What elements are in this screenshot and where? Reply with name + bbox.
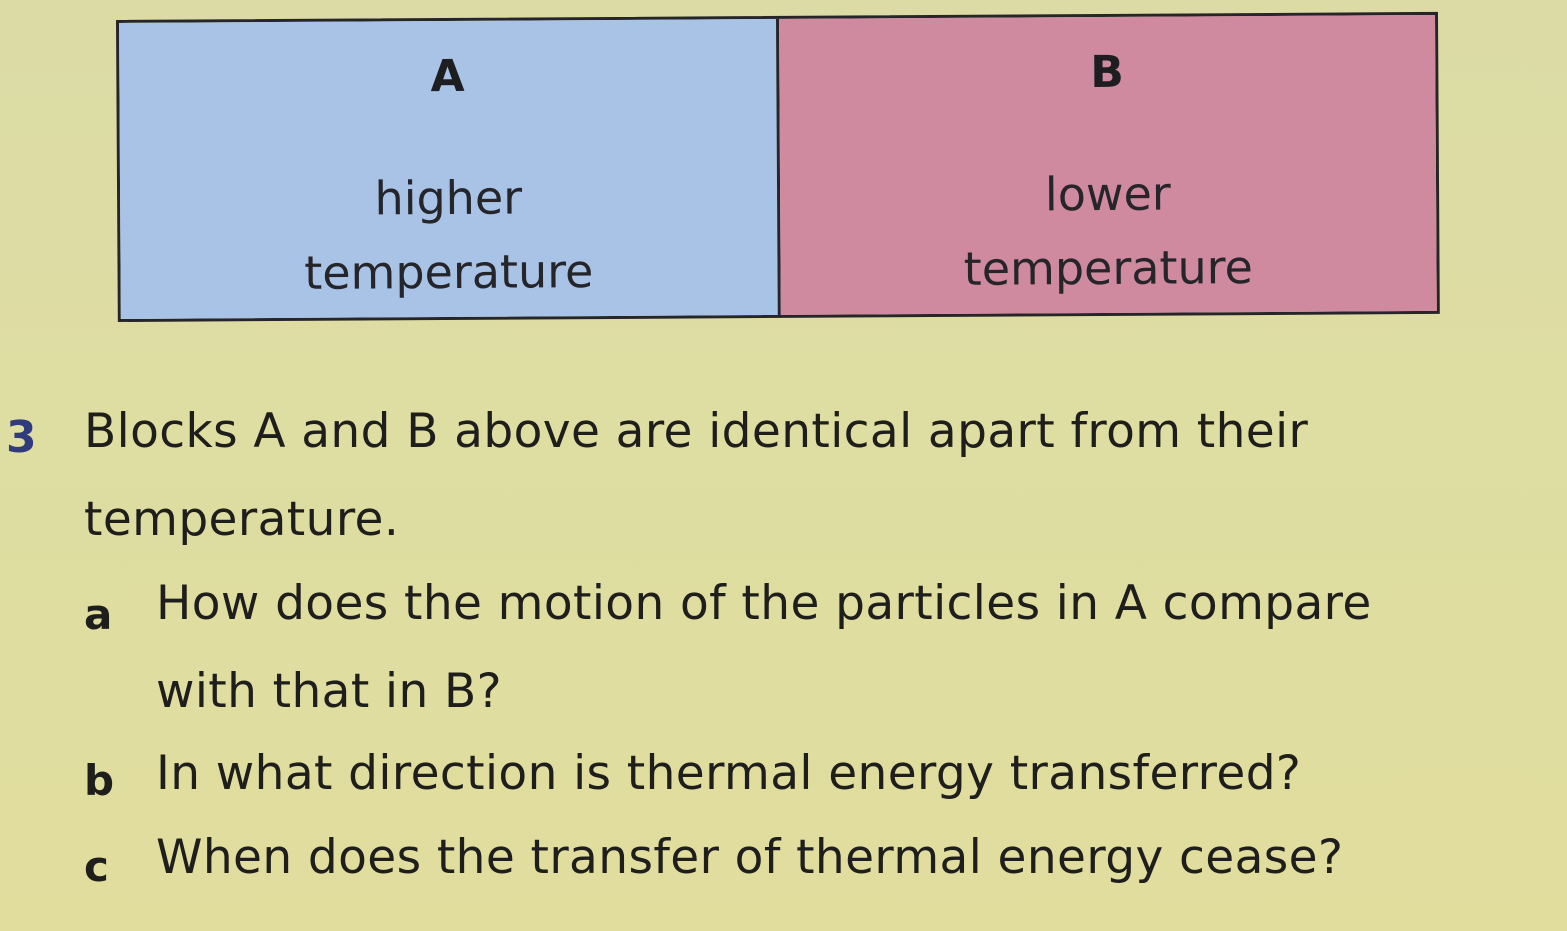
part-a-label: a — [84, 590, 113, 639]
block-a — [119, 19, 780, 319]
part-b-text: In what direction is thermal energy transferred? — [156, 746, 1302, 801]
question-number: 3 — [6, 412, 38, 463]
part-a-text-line-2: with that in B? — [156, 664, 503, 719]
part-c-text: When does the transfer of thermal energy cease? — [156, 830, 1344, 885]
blocks-diagram — [116, 12, 1440, 322]
question-stem-line-2: temperature. — [84, 492, 400, 547]
block-b-letter: B — [1090, 46, 1125, 99]
question-stem-line-1: Blocks A and B above are identical apart from their — [84, 404, 1309, 459]
part-c-label: c — [84, 842, 110, 891]
block-a-description: higher temperature — [304, 170, 594, 300]
block-b — [779, 15, 1437, 315]
block-b-description: lower temperature — [963, 166, 1254, 296]
block-a-letter: A — [430, 50, 465, 103]
part-a-text-line-1: How does the motion of the particles in A compare — [156, 576, 1372, 631]
part-b-label: b — [84, 756, 115, 805]
